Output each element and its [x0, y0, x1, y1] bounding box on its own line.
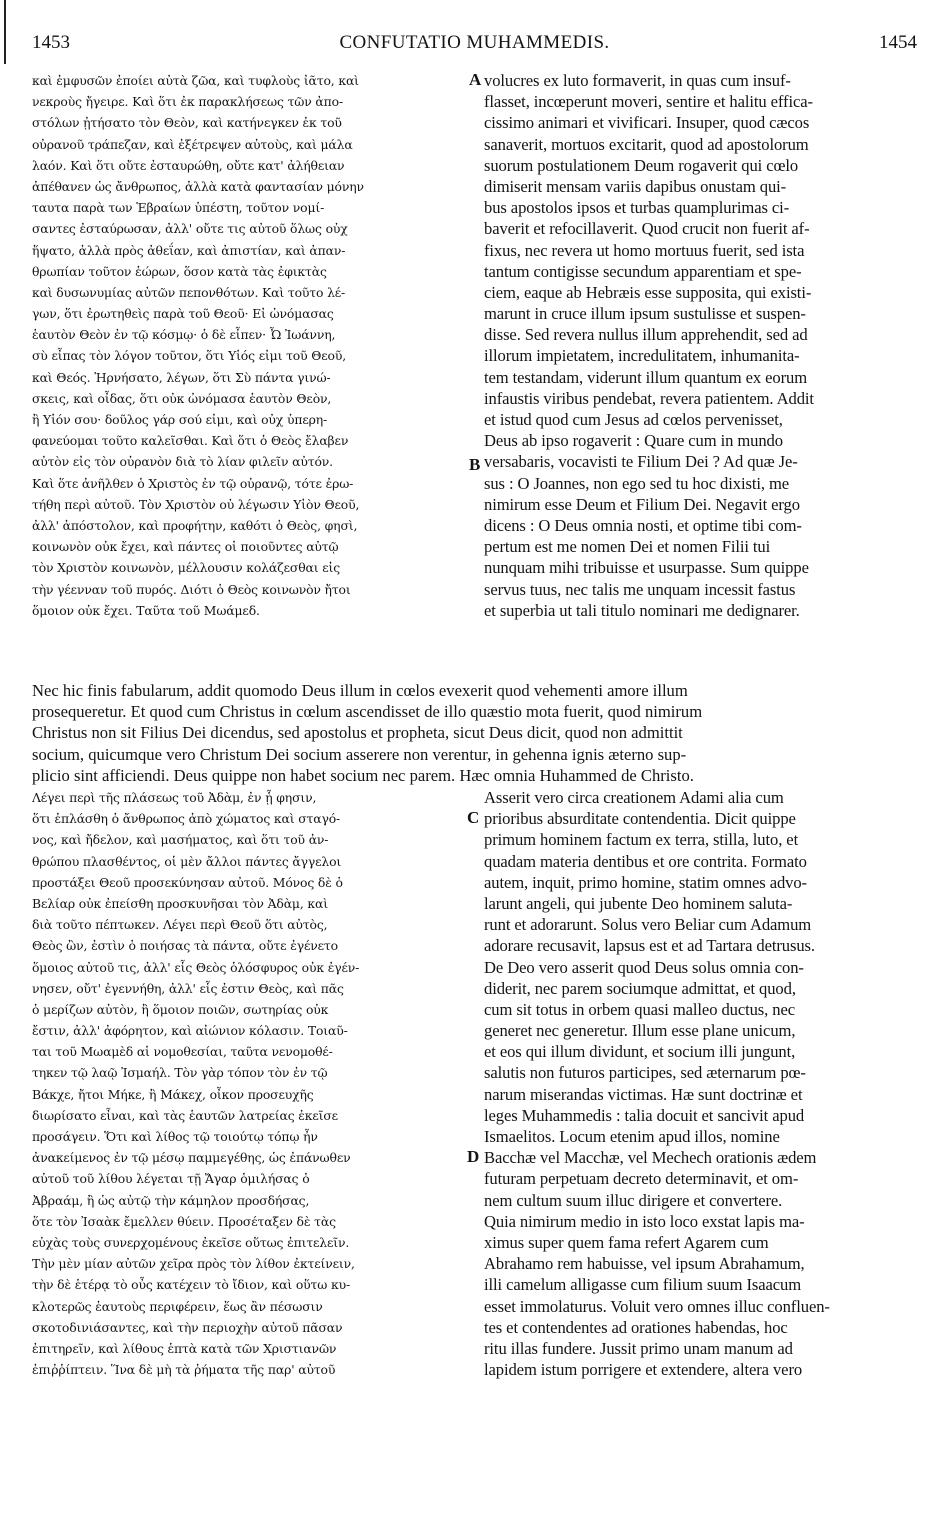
latin-line: flasset, incœperunt moveri, sentire et halitu effica- — [484, 92, 813, 112]
greek-line: κοινωνὸν οὐκ ἔχει, καὶ πάντες οἱ ποιοῦντες αὐτῷ — [32, 539, 339, 555]
greek-line: ἀλλ' ἀπόστολον, καὶ προφήτην, καθότι ὁ Θεὸς, φησὶ, — [32, 517, 358, 533]
greek-line: ἀνακείμενος ἐν τῷ μέσῳ παμμεγέθης, ὡς ἐπάνωθεν — [32, 1150, 351, 1166]
section-marker-c: C — [467, 808, 480, 827]
latin-line: suorum postulationem Deum rogaverit qui cœlo — [484, 155, 799, 175]
latin-line: futuram perpetuam decreto determinavit, et om- — [484, 1169, 799, 1189]
greek-line: οὐρανοῦ τράπεζαν, καὶ ἐξέτρεψεν αὐτοὺς, καὶ μάλα — [32, 136, 353, 152]
greek-line: τηκεν τῷ λαῷ Ἰσμαήλ. Τὸν γὰρ τόπον τὸν ἐν τῷ — [32, 1065, 328, 1081]
greek-line: Τὴν μὲν μίαν αὐτῶν χεῖρα πρὸς τὸν λίθον ἐκτείνειν, — [32, 1256, 355, 1272]
greek-line: σὺ εἶπας τὸν λόγον τοῦτον, ὅτι Υἱός εἰμι τοῦ Θεοῦ, — [32, 348, 347, 364]
latin-line: prioribus absurditate contendentia. Dicit quippe — [484, 809, 796, 829]
greek-line: ὅτι ἐπλάσθη ὁ ἄνθρωπος ἀπὸ χώματος καὶ σταγό- — [32, 811, 341, 827]
greek-line: θρώπου πλασθέντος, οἱ μὲν ἄλλοι πάντες ἄγγελοι — [32, 853, 342, 869]
latin-line: ciem, eaque ab Hebræis esse supposita, qui existi- — [484, 282, 812, 302]
greek-line: νεκροὺς ἤγειρε. Καὶ ὅτι ἐκ παρακλήσεως τῶν ἀπο- — [32, 94, 343, 110]
section-marker-a: A — [469, 70, 482, 89]
greek-line: προσάγειν. Ὅτι καὶ λίθος τῷ τοιούτῳ τόπῳ ἦν — [32, 1129, 318, 1144]
left-page-number: 1453 — [32, 32, 70, 53]
latin-line: Abrahamo rem habuisse, vel ipsum Abrahamum, — [484, 1254, 805, 1274]
greek-line: αὐτὸν εἰς τὸν οὐρανὸν διὰ τὸ λίαν φιλεῖν αὐτόν. — [32, 454, 333, 470]
greek-line: προστάξει Θεοῦ προσεκύνησαν αὐτοῦ. Μόνος δὲ ὁ — [32, 874, 343, 890]
greek-line: Λέγει περὶ τῆς πλάσεως τοῦ Ἀδὰμ, ἐν ᾗ φησιν, — [32, 790, 317, 805]
latin-line: Ismaelitos. Locum etenim apud illos, nomine — [484, 1127, 780, 1146]
greek-line: τὴν δὲ ἑτέρᾳ τὸ οὖς κατέχειν τὸ ἴδιον, καὶ οὕτω κυ- — [32, 1277, 350, 1293]
greek-line: Βάκχε, ἤτοι Μήκε, ἢ Μάκεχ, οἶκον προσευχῆς — [32, 1086, 314, 1102]
latin-line: nimirum esse Deum et Filium Dei. Negavit ergo — [484, 494, 800, 514]
latin-line: volucres ex luto formaverit, in quas cum insuf- — [484, 71, 791, 90]
right-page-number: 1454 — [879, 32, 917, 53]
greek-column-upper — [32, 70, 472, 630]
latin-line: fixus, nec revera ut homo mortuus fuerit, sed ista — [484, 240, 805, 260]
paragraph-line: prosequeretur. Et quod cum Christus in cœlum ascendisset de illo quæstio mota fuerit, quod nimirum — [32, 702, 703, 722]
latin-line: De Deo vero asserit quod Deus solus omnia con- — [484, 957, 804, 977]
greek-line: ται τοῦ Μωαμὲδ αἱ νομοθεσίαι, ταῦτα νενομοθέ- — [32, 1044, 333, 1060]
greek-line: θρωπίαν τοῦτον ἑώρων, ὅσον κατὰ τὰς ἐφικτὰς — [32, 263, 327, 279]
greek-line: τὴν γέενναν τοῦ πυρός. Διότι ὁ Θεὸς κοινωνὸν ἤτοι — [32, 581, 351, 597]
section-marker-d: D — [467, 1147, 480, 1166]
latin-line: tantum contigisse secundum apparentiam et spe- — [484, 261, 802, 281]
latin-line: tes et contendentes ad orationes habendas, hoc — [484, 1317, 788, 1337]
greek-line: ἀπέθανεν ὡς ἄνθρωπος, ἀλλὰ κατὰ φαντασίαν μόνην — [32, 178, 364, 194]
greek-line: καὶ ἐμφυσῶν ἐποίει αὐτὰ ζῶα, καὶ τυφλοὺς ἰᾶτο, καὶ — [32, 73, 359, 88]
latin-line: sanaverit, mortuos excitarit, quod ad apostolorum — [484, 134, 809, 154]
greek-line: τήθη περὶ αὐτοῦ. Τὸν Χριστὸν οὐ λέγωσιν Υἱὸν Θεοῦ, — [32, 496, 360, 512]
latin-line: dimiserit mensam variis dapibus onustam qui- — [484, 176, 787, 196]
latin-line: Bacchæ vel Macchæ, vel Mechech orationis ædem — [484, 1148, 817, 1168]
latin-line: leges Muhammedis : talia docuit et sancivit apud — [484, 1105, 805, 1125]
greek-line: στόλων ᾐτήσατο τὸν Θεὸν, καὶ κατήνεγκεν ἐκ τοῦ — [32, 115, 342, 131]
latin-line: versabaris, vocavisti te Filium Dei ? Ad quæ Je- — [484, 452, 798, 472]
greek-line: σκεις, καὶ οἶδας, ὅτι οὐκ ὠνόμασα ἑαυτὸν Θεὸν, — [32, 390, 332, 406]
section-marker-b: B — [469, 455, 481, 474]
greek-line: ὅτε τὸν Ἰσαὰκ ἔμελλεν θύειν. Προσέταξεν δὲ τὰς — [32, 1213, 336, 1229]
greek-line: ἐπιτηρεῖν, καὶ λίθους ἑπτὰ κατὰ τῶν Χριστιανῶν — [32, 1340, 337, 1356]
latin-line: cum sit totus in orbem quasi malleo ductus, nec — [484, 999, 795, 1019]
paragraph-line: Nec hic finis fabularum, addit quomodo Deus illum in cœlos evexerit quod vehementi amore illum — [32, 681, 688, 700]
latin-line: illorum impietatem, incredulitatem, inhumanita- — [484, 346, 800, 366]
greek-line: ὅμοιον οὐκ ἔχει. Ταῦτα τοῦ Μωάμεδ. — [32, 602, 260, 618]
greek-line: λαόν. Καὶ ὅτι οὔτε ἐσταυρώθη, οὔτε κατ' ἀλήθειαν — [32, 157, 345, 173]
latin-line: diderit, nec parem sociumque admittat, et quod, — [484, 978, 796, 998]
greek-line: ὁ μερίζων αὐτὸν, ἢ ὅμοιον ποιῶν, σωτηρίας οὐκ — [32, 1001, 329, 1017]
latin-line: primum hominem factum ex terra, stilla, luto, et — [484, 830, 799, 850]
latin-line: adorare recusavit, lapsus est et ad Tartara detrusus. — [484, 936, 815, 956]
greek-line: ἐπιῤῥίπτειν. Ἵνα δὲ μὴ τὰ ῥήματα τῆς παρ' αὐτοῦ — [32, 1362, 336, 1378]
full-width-paragraph — [32, 680, 912, 788]
greek-column-lower — [32, 787, 472, 1387]
greek-line: ἑαυτὸν Θεὸν ἐν τῷ κόσμῳ· ὁ δὲ εἶπεν· Ὦ Ἰωάννη, — [32, 327, 336, 343]
latin-line: marunt in cruce illum ipsum sustulisse et suspen- — [484, 304, 806, 324]
greek-line: Βελίαρ οὐκ ἐπείσθη προσκυνῆσαι τὸν Ἀδὰμ, καὶ — [32, 895, 328, 911]
greek-line: Ἀβραάμ, ἢ ὡς αὐτῷ τὴν κάμηλον προσδήσας, — [32, 1192, 310, 1208]
latin-line: et eos qui illum dividunt, et socium illi jungunt, — [484, 1042, 796, 1062]
binding-rule — [4, 0, 6, 64]
greek-line: νησεν, οὔτ' ἐγεννήθη, ἀλλ' εἷς ἐστιν Θεὸς, καὶ πᾶς — [32, 980, 344, 996]
greek-line: ὅμοιος αὐτοῦ τις, ἀλλ' εἷς Θεὸς ὁλόσφυρος οὐκ ἐγέν- — [32, 959, 360, 975]
latin-line: et superbia ut tali titulo nominari me dedignarer. — [484, 600, 800, 620]
latin-line: sus : O Joannes, non ego sed tu hoc dixisti, me — [484, 473, 790, 493]
latin-line: nem cultum suum illuc dirigere et convertere. — [484, 1190, 783, 1210]
latin-line: salutis non futuros participes, sed æternarum pœ- — [484, 1063, 806, 1083]
greek-line: φανεύομαι τοῦτο καλεῖσθαι. Καὶ ὅτι ὁ Θεὸς ἔλαβεν — [32, 433, 349, 449]
latin-line: narum miserandas victimas. Hæ sunt doctrinæ et — [484, 1084, 803, 1104]
greek-line: νος, καὶ ἤδελον, καὶ μασήματος, καὶ ὅτι τοῦ ἀν- — [32, 832, 329, 848]
greek-line: Καὶ ὅτε ἀνῆλθεν ὁ Χριστὸς ἐν τῷ οὐρανῷ, τότε ἐρω- — [32, 475, 354, 491]
latin-line: et istud quod cum Jesus ad cœlos pervenisset, — [484, 410, 783, 429]
greek-line: διωρίσατο εἶναι, καὶ τὰς ἑαυτῶν λατρείας ἐκεῖσε — [32, 1107, 338, 1123]
greek-line: διὰ τοῦτο πέπτωκεν. Λέγει περὶ Θεοῦ ὅτι αὐτὸς, — [32, 917, 328, 933]
latin-line: nunquam mihi tribuisse et usurpasse. Sum quippe — [484, 558, 809, 578]
greek-line: σαντες ἐσταύρωσαν, ἀλλ' οὔτε τις αὐτοῦ ὅλως οὐχ — [32, 221, 348, 237]
latin-column-upper — [484, 70, 924, 630]
greek-line: ἔστιν, ἀλλ' ἀφόρητον, καὶ αἰώνιον κόλασιν. Τοιαῦ- — [32, 1023, 348, 1039]
latin-line: pertum est me nomen Dei et nomen Filii tui — [484, 537, 771, 557]
latin-line: disse. Sed revera nullus illum apprehendit, sed ad — [484, 325, 808, 345]
paragraph-line: Christus non sit Filius Dei dicendus, sed apostolus et propheta, sicut Deus dicit, quod non admittit — [32, 723, 683, 743]
latin-line: generet nec generetur. Illum esse plane unicum, — [484, 1021, 796, 1041]
greek-line: ἥψατο, ἀλλὰ πρὸς ἀθεΐαν, καὶ ἀπιστίαν, καὶ ἀπαν- — [32, 242, 346, 258]
latin-line: autem, inquit, primo homine, statim omnes advo- — [484, 872, 807, 892]
greek-line: καὶ δυσωνυμίας αὐτῶν πεπονθότων. Καὶ τοῦτο λέ- — [32, 284, 346, 300]
latin-line: quadam materia dentibus et ore contrita. Formato — [484, 851, 807, 871]
greek-line: ἢ Υἱόν σου· δοῦλος γάρ σού εἰμι, καὶ οὐχ ὑπερη- — [32, 412, 328, 427]
running-title: CONFUTATIO MUHAMMEDIS. — [339, 32, 610, 53]
paragraph-line: socium, quicumque vero Christum Dei socium asserere non verentur, in gehenna ignis æterno sup- — [32, 744, 687, 764]
latin-line: lapidem istum porrigere et extendere, altera vero — [484, 1360, 803, 1380]
latin-line: ximus super quem fama refert Agarem cum — [484, 1232, 769, 1252]
latin-line: Deus ab ipso rogaverit : Quare cum in mundo — [484, 431, 783, 451]
latin-line: cissimo animari et vivificari. Insuper, quod cæcos — [484, 113, 810, 133]
page-header — [32, 28, 917, 62]
latin-line: servus tuus, nec talis me unquam incessit fastus — [484, 579, 796, 599]
greek-line: εὐχὰς τοὺς συνερχομένους ἐκεῖσε οὕτως ἐπιτελεῖν. — [32, 1234, 350, 1250]
latin-line: illi camelum alligasse cum filium suum Isaacum — [484, 1275, 802, 1295]
latin-line: Asserit vero circa creationem Adami alia cum — [484, 788, 784, 807]
greek-line: ταυτα παρὰ των Ἑβραίων ὑπέστη, τοῦτον νομί- — [32, 200, 325, 216]
latin-line: ritu illas fundere. Jussit primo unam manum ad — [484, 1338, 793, 1358]
latin-line: bus apostolos ipsos et turbas quamplurimas ci- — [484, 198, 790, 218]
greek-line: σκοτοδινιάσαντες, καὶ τὴν περιοχὴν αὐτοῦ πᾶσαν — [32, 1319, 343, 1335]
latin-line: infaustis viribus pendebat, revera patientem. Addit — [484, 388, 814, 408]
paragraph-line: plicio sint afficiendi. Deus quippe non habet socium nec parem. Hæc omnia Huhammed de Christo. — [32, 765, 694, 785]
greek-line: κλοτερῶς ἑαυτοὺς περιφέρειν, ἕως ἂν πέσωσιν — [32, 1298, 323, 1314]
greek-line: γων, ὅτι ἐρωτηθεὶς παρὰ τοῦ Θεοῦ· Εἰ ὠνόμασας — [32, 306, 334, 322]
greek-line: αὐτοῦ τοῦ λίθου λέγεται τῇ Ἄγαρ ὁμιλήσας ὁ — [32, 1171, 310, 1187]
latin-line: tem testandam, viderunt illum quantum ex eorum — [484, 367, 808, 387]
latin-line: esset immolaturus. Voluit vero omnes illuc confluen- — [484, 1296, 830, 1316]
latin-line: Quia nimirum medio in isto loco exstat lapis ma- — [484, 1211, 805, 1231]
latin-line: larunt angeli, qui jubente Deo hominem saluta- — [484, 893, 793, 913]
greek-line: τὸν Χριστὸν κοινωνὸν, μέλλουσιν κολάζεσθαι εἰς — [32, 560, 341, 576]
latin-line: dicens : O Deus omnia nosti, et optime tibi com- — [484, 515, 802, 535]
latin-line: runt et adorarunt. Solus vero Beliar cum Adamum — [484, 915, 812, 935]
latin-line: baverit et refocillaverit. Quod crucit non fuerit af- — [484, 219, 810, 239]
greek-line: Θεὸς ὢν, ἐστὶν ὁ ποιήσας τὰ πάντα, οὔτε ἐγένετο — [32, 938, 338, 954]
greek-line: καὶ Θεός. Ἠρνήσατο, λέγων, ὅτι Σὺ πάντα γινώ- — [32, 369, 331, 385]
latin-column-lower — [484, 787, 924, 1387]
